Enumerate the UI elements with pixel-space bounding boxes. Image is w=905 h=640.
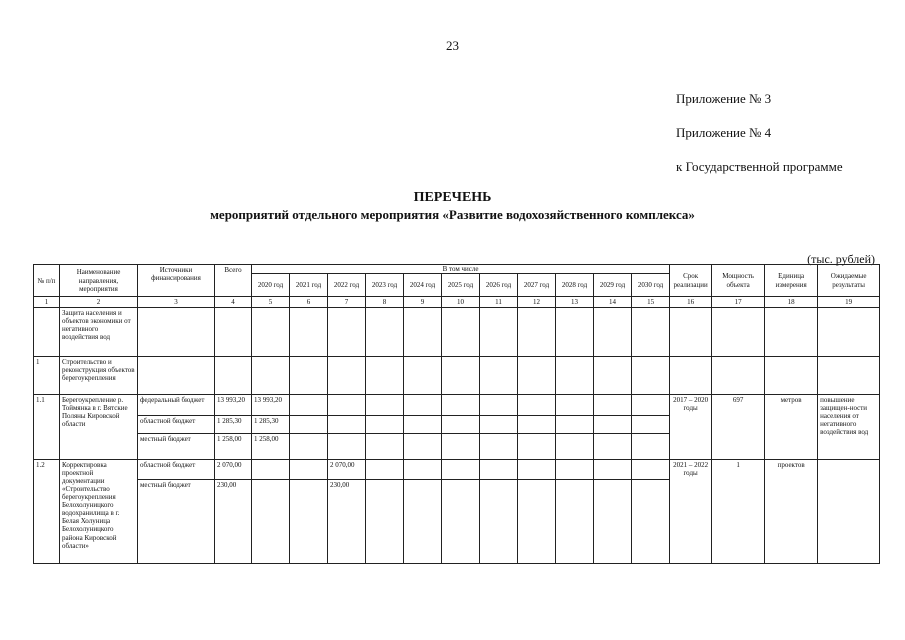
- column-number: 10: [442, 297, 480, 308]
- header-power: Мощность объекта: [712, 265, 765, 297]
- power: 1: [712, 460, 765, 564]
- column-number: 5: [252, 297, 290, 308]
- column-number: 7: [328, 297, 366, 308]
- expected-result: повышение защищен-ности населения от негативного воздействия вод: [818, 395, 880, 460]
- column-number: 15: [632, 297, 670, 308]
- column-number: 1: [34, 297, 60, 308]
- header-year-2021: 2021 год: [290, 274, 328, 297]
- header-source: Источники финансирования: [138, 265, 215, 297]
- header-unit: Единица измерения: [765, 265, 818, 297]
- column-number: 18: [765, 297, 818, 308]
- appendix-line-2: Приложение № 4: [676, 125, 772, 140]
- header-year-2029: 2029 год: [594, 274, 632, 297]
- column-number: 8: [366, 297, 404, 308]
- header-num: № п/п: [34, 265, 60, 297]
- column-number: 16: [670, 297, 712, 308]
- funding-source: местный бюджет: [138, 480, 215, 564]
- total-value: 13 993,20: [215, 395, 252, 416]
- document-title: ПЕРЕЧЕНЬ: [413, 190, 492, 205]
- row-name: Строительство и реконструкция объектов берегоукрепления: [60, 357, 138, 395]
- total-value: 1 285,30: [215, 416, 252, 434]
- table-row: [34, 460, 880, 480]
- row-name: Корректировка проектной документации «Строительство берегоукрепления Белохолуницкого водохранилища в г. Белая Холуница Белохолуницкого района Кировской области»: [60, 460, 138, 564]
- header-term: Срок реализации: [670, 265, 712, 297]
- header-year-2025: 2025 год: [442, 274, 480, 297]
- column-number: 4: [215, 297, 252, 308]
- header-result: Ожидаемые результаты: [818, 265, 880, 297]
- row-number: 1: [34, 357, 60, 395]
- header-name: Наименование направления, мероприятия: [60, 265, 138, 297]
- page-number: 23: [446, 38, 459, 53]
- funding-source: федеральный бюджет: [138, 395, 215, 416]
- term: 2021 – 2022 годы: [670, 460, 712, 564]
- header-year-2022: 2022 год: [328, 274, 366, 297]
- column-number: 17: [712, 297, 765, 308]
- appendix-line-1: Приложение № 3: [676, 91, 772, 106]
- column-number: 14: [594, 297, 632, 308]
- units-label: (тыс. рублей): [807, 252, 875, 266]
- row-number: 1.1: [34, 395, 60, 460]
- power: 697: [712, 395, 765, 460]
- year-value: 13 993,20: [252, 395, 290, 416]
- year-value: 2 070,00: [328, 460, 366, 480]
- table-row: [34, 395, 880, 416]
- appendix-line-3: к Государственной программе: [676, 159, 843, 174]
- total-value: 1 258,00: [215, 434, 252, 460]
- funding-source: местный бюджет: [138, 434, 215, 460]
- column-number: 13: [556, 297, 594, 308]
- year-value: 230,00: [328, 480, 366, 564]
- header-year-2030: 2030 год: [632, 274, 670, 297]
- column-number: 9: [404, 297, 442, 308]
- column-number: 11: [480, 297, 518, 308]
- total-value: 230,00: [215, 480, 252, 564]
- header-year-2026: 2026 год: [480, 274, 518, 297]
- year-value: 1 285,30: [252, 416, 290, 434]
- unit: проектов: [765, 460, 818, 564]
- header-total: Всего: [215, 265, 252, 297]
- column-number-row: [34, 297, 880, 308]
- column-number: 19: [818, 297, 880, 308]
- row-name: Защита населения и объектов экономики от негативного воздействия вод: [60, 308, 138, 357]
- year-value: 1 258,00: [252, 434, 290, 460]
- unit: метров: [765, 395, 818, 460]
- column-number: 2: [60, 297, 138, 308]
- header-including: В том числе: [252, 265, 670, 274]
- funding-source: областной бюджет: [138, 460, 215, 480]
- column-number: 12: [518, 297, 556, 308]
- header-year-2024: 2024 год: [404, 274, 442, 297]
- header-year-2020: 2020 год: [252, 274, 290, 297]
- header-year-2023: 2023 год: [366, 274, 404, 297]
- header-year-2027: 2027 год: [518, 274, 556, 297]
- total-value: 2 070,00: [215, 460, 252, 480]
- column-number: 3: [138, 297, 215, 308]
- column-number: 6: [290, 297, 328, 308]
- table-row: [34, 357, 880, 395]
- term: 2017 – 2020 годы: [670, 395, 712, 460]
- funding-source: областной бюджет: [138, 416, 215, 434]
- table-row: [34, 308, 880, 357]
- document-subtitle: мероприятий отдельного мероприятия «Развитие водохозяйственного комплекса»: [210, 207, 695, 222]
- row-name: Берегоукрепление р. Тоймянка в г. Вятские Поляны Кировской области: [60, 395, 138, 460]
- header-year-2028: 2028 год: [556, 274, 594, 297]
- measures-table: [33, 264, 880, 564]
- row-number: 1.2: [34, 460, 60, 564]
